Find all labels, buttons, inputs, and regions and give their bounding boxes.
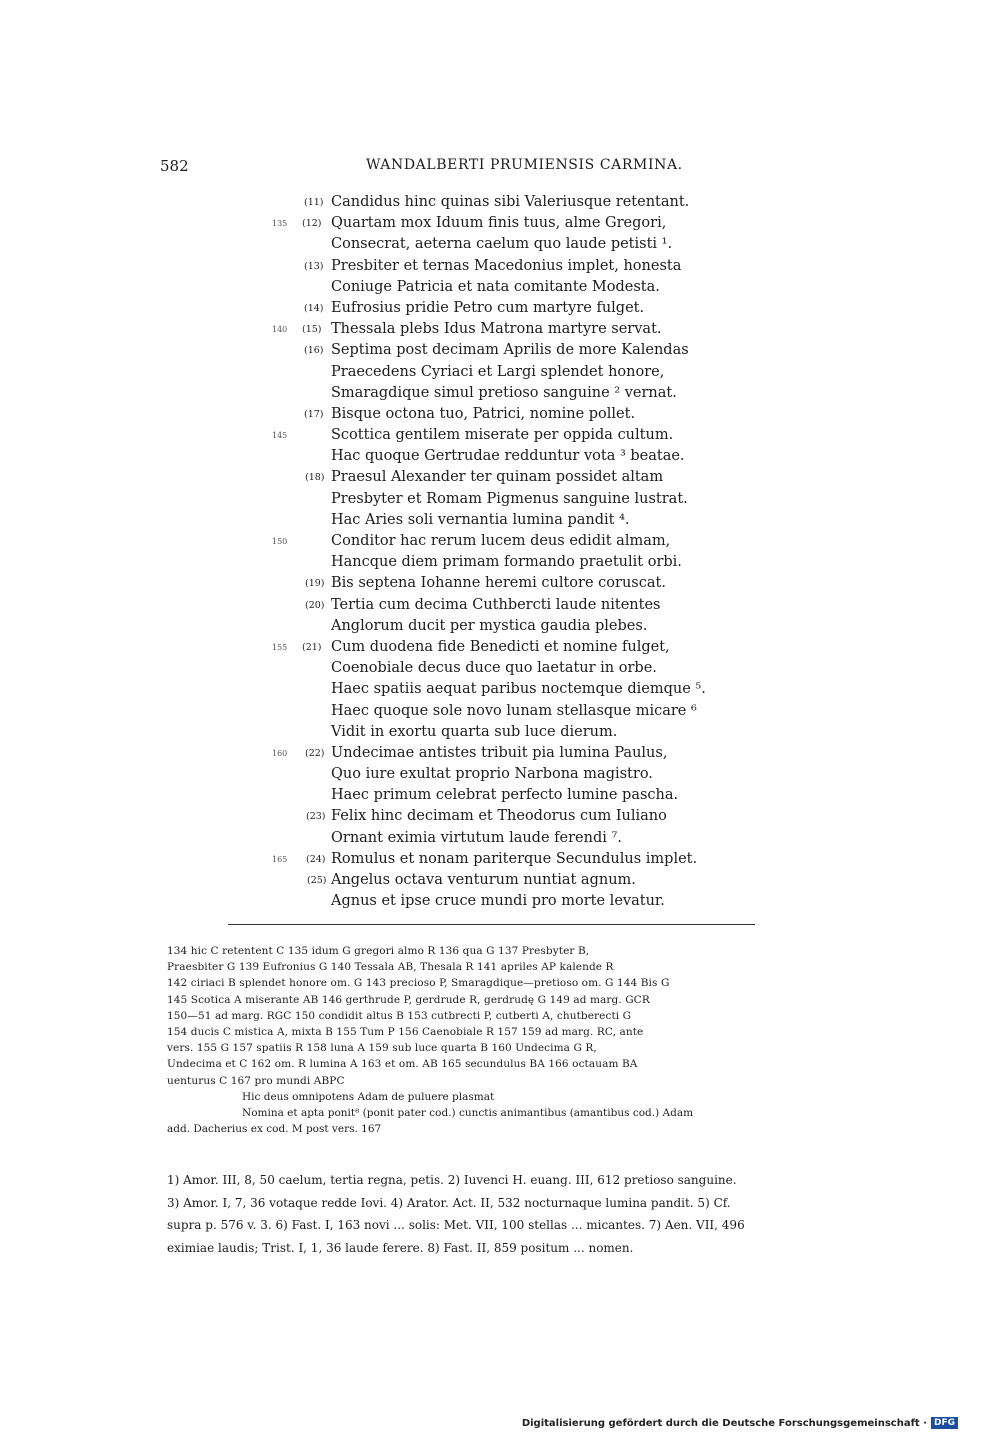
note-line: eximiae laudis; Trist. I, 1, 36 laude ferere. 8) Fast. II, 859 positum ... nomen. [167,1240,634,1255]
verse-text: Haec spatiis aequat paribus noctemque diemque ⁵. [331,681,706,698]
verse-line [0,383,1000,404]
apparatus-addition-line: Hic deus omnipotens Adam de puluere plasmat [242,1090,495,1103]
verse-line [0,701,1000,722]
digitization-credit [522,1417,958,1429]
day-number: (14) [304,302,324,314]
poem [0,192,1000,912]
apparatus-line: Praesbiter G 139 Eufronius G 140 Tessala AB, Thesala R 141 apriles AP kalende R [167,961,614,974]
verse-line [0,277,1000,298]
verse-text: Septima post decimam Aprilis de more Kalendas [331,342,689,359]
verse-text: Consecrat, aeterna caelum quo laude petisti ¹. [331,236,673,253]
verse-text: Eufrosius pridie Petro cum martyre fulget. [331,299,645,316]
verse-line [0,722,1000,743]
verse-line-number: 135 [272,219,288,229]
critical-apparatus [167,943,839,1137]
verse-line [0,319,1000,340]
verse-text: Hac quoque Gertrudae redduntur vota ³ beatae. [331,448,685,465]
verse-line [0,298,1000,319]
footnote-rule [228,924,755,925]
verse-text: Bis septena Iohanne heremi cultore coruscat. [331,575,666,592]
verse-line [0,658,1000,679]
verse-line [0,764,1000,785]
apparatus-line: Undecima et C 162 om. R lumina A 163 et om. AB 165 secundulus BA 166 octauam BA [167,1058,638,1071]
source-notes [167,1169,839,1259]
apparatus-line: 134 hic C retentent C 135 idum G gregori almo R 136 qua G 137 Presbyter B, [167,945,590,957]
verse-line [0,616,1000,637]
verse-line [0,489,1000,510]
day-number: (12) [302,218,322,230]
verse-text: Romulus et nonam pariterque Secundulus implet. [331,850,698,867]
verse-text: Quartam mox Iduum finis tuus, alme Gregori, [331,215,667,232]
verse-line [0,828,1000,849]
verse-line-number: 155 [272,642,288,652]
verse-text: Praesul Alexander ter quinam possidet altam [331,469,664,486]
day-number: (13) [304,260,324,272]
verse-line [0,467,1000,488]
verse-line-number: 160 [272,748,288,758]
apparatus-line: vers. 155 G 157 spatiis R 158 luna A 159 sub luce quarta B 160 Undecima G R, [167,1042,597,1055]
verse-text: Vidit in exortu quarta sub luce dierum. [331,723,618,740]
verse-line [0,446,1000,467]
verse-text: Bisque octona tuo, Patrici, nomine pollet. [331,405,636,422]
day-number: (18) [305,472,325,484]
day-number: (24) [306,853,326,865]
verse-line [0,340,1000,361]
verse-line-number: 140 [272,325,288,335]
verse-text: Cum duodena fide Benedicti et nomine fulget, [331,638,670,655]
verse-text: Coniuge Patricia et nata comitante Modesta. [331,278,660,295]
verse-text: Tertia cum decima Cuthbercti laude nitentes [331,596,661,613]
apparatus-line: 145 Scotica A miserante AB 146 gerthrude P, gerdrude R, gerdrudę G 149 ad marg. GCR [167,993,650,1006]
verse-text: Angelus octava venturum nuntiat agnum. [331,872,636,888]
verse-line [0,234,1000,255]
verse-text: Ornant eximia virtutum laude ferendi ⁷. [331,829,622,846]
verse-text: Scottica gentilem miserate per oppida cultum. [331,427,674,444]
verse-text: Conditor hac rerum lucem deus edidit almam, [331,533,671,549]
apparatus-addition-source: add. Dacherius ex cod. M post vers. 167 [167,1123,382,1136]
day-number: (25) [307,875,327,886]
verse-line [0,637,1000,658]
verse-line [0,870,1000,891]
verse-line [0,192,1000,213]
verse-line [0,256,1000,277]
verse-line [0,510,1000,531]
verse-text: Smaragdique simul pretioso sanguine ² vernat. [331,384,677,401]
verse-line [0,552,1000,573]
verse-line [0,595,1000,616]
verse-text: Coenobiale decus duce quo laetatur in orbe. [331,660,657,677]
note-line: 3) Amor. I, 7, 36 votaque redde Iovi. 4) Arator. Act. II, 532 nocturnaque lumina pandit. 5) Cf. [167,1195,731,1210]
page-number: 582 [160,157,189,175]
verse-line [0,785,1000,806]
verse-text: Haec primum celebrat perfecto lumine pascha. [331,787,679,804]
day-number: (16) [304,345,324,357]
day-number: (20) [305,599,325,611]
verse-line [0,891,1000,912]
note-line: 1) Amor. III, 8, 50 caelum, tertia regna, petis. 2) Iuvenci H. euang. III, 612 pretioso sanguine. [167,1173,737,1187]
day-number: (19) [305,578,325,590]
verse-line-number: 145 [272,431,288,441]
verse-line [0,404,1000,425]
verse-line [0,849,1000,870]
verse-text: Thessala plebs Idus Matrona martyre servat. [331,321,662,338]
day-number: (23) [306,811,326,823]
day-number: (21) [302,641,322,653]
note-line: supra p. 576 v. 3. 6) Fast. I, 163 novi ... solis: Met. VII, 100 stellas ... micantes. 7) Aen. VII, 496 [167,1218,745,1232]
verse-line [0,743,1000,764]
verse-text: Hac Aries soli vernantia lumina pandit ⁴. [331,511,630,528]
apparatus-line: 150—51 ad marg. RGC 150 condidit altus B 153 cutbrecti P, cutberti A, chutberecti G [167,1009,632,1022]
verse-text: Praecedens Cyriaci et Largi splendet honore, [331,363,665,380]
verse-text: Anglorum ducit per mystica gaudia plebes. [331,617,648,634]
verse-line-number: 165 [272,854,288,864]
apparatus-line: 154 ducis C mistica A, mixta B 155 Tum P 156 Caenobiale R 157 159 ad marg. RC, ante [167,1026,644,1039]
verse-line [0,679,1000,700]
dfg-logo-icon: DFG [931,1417,958,1429]
verse-text: Haec quoque sole novo lunam stellasque micare ⁶ [331,702,697,719]
running-title: WANDALBERTI PRUMIENSIS CARMINA. [366,157,683,173]
verse-text: Presbiter et ternas Macedonius implet, honesta [331,257,682,274]
day-number: (15) [302,324,322,336]
verse-line-number: 150 [272,537,288,546]
verse-text: Felix hinc decimam et Theodorus cum Iuliano [331,808,667,825]
verse-text: Presbyter et Romam Pigmenus sanguine lustrat. [331,490,688,507]
credit-text: Digitalisierung gefördert durch die Deutsche Forschungsgemeinschaft · [521,1417,927,1429]
verse-line [0,425,1000,446]
verse-line [0,213,1000,234]
verse-line [0,531,1000,552]
verse-text: Undecimae antistes tribuit pia lumina Paulus, [331,744,668,761]
verse-line [0,362,1000,383]
day-number: (17) [304,408,324,420]
verse-text: Agnus et ipse cruce mundi pro morte levatur. [331,893,665,910]
verse-line [0,573,1000,594]
apparatus-line: uenturus C 167 pro mundi ABPC [167,1074,345,1087]
verse-text: Candidus hinc quinas sibi Valeriusque retentant. [331,194,690,210]
verse-line [0,806,1000,827]
verse-text: Hancque diem primam formando praetulit orbi. [331,554,682,571]
day-number: (11) [304,197,324,208]
day-number: (22) [305,747,325,759]
apparatus-addition-line: Nomina et apta ponit⁸ (ponit pater cod.) cunctis animantibus (amantibus cod.) Adam [242,1107,694,1120]
verse-text: Quo iure exultat proprio Narbona magistro. [331,766,653,783]
apparatus-line: 142 ciriaci B splendet honore om. G 143 precioso P, Smaragdique—pretioso om. G 144 Bis G [167,977,670,990]
